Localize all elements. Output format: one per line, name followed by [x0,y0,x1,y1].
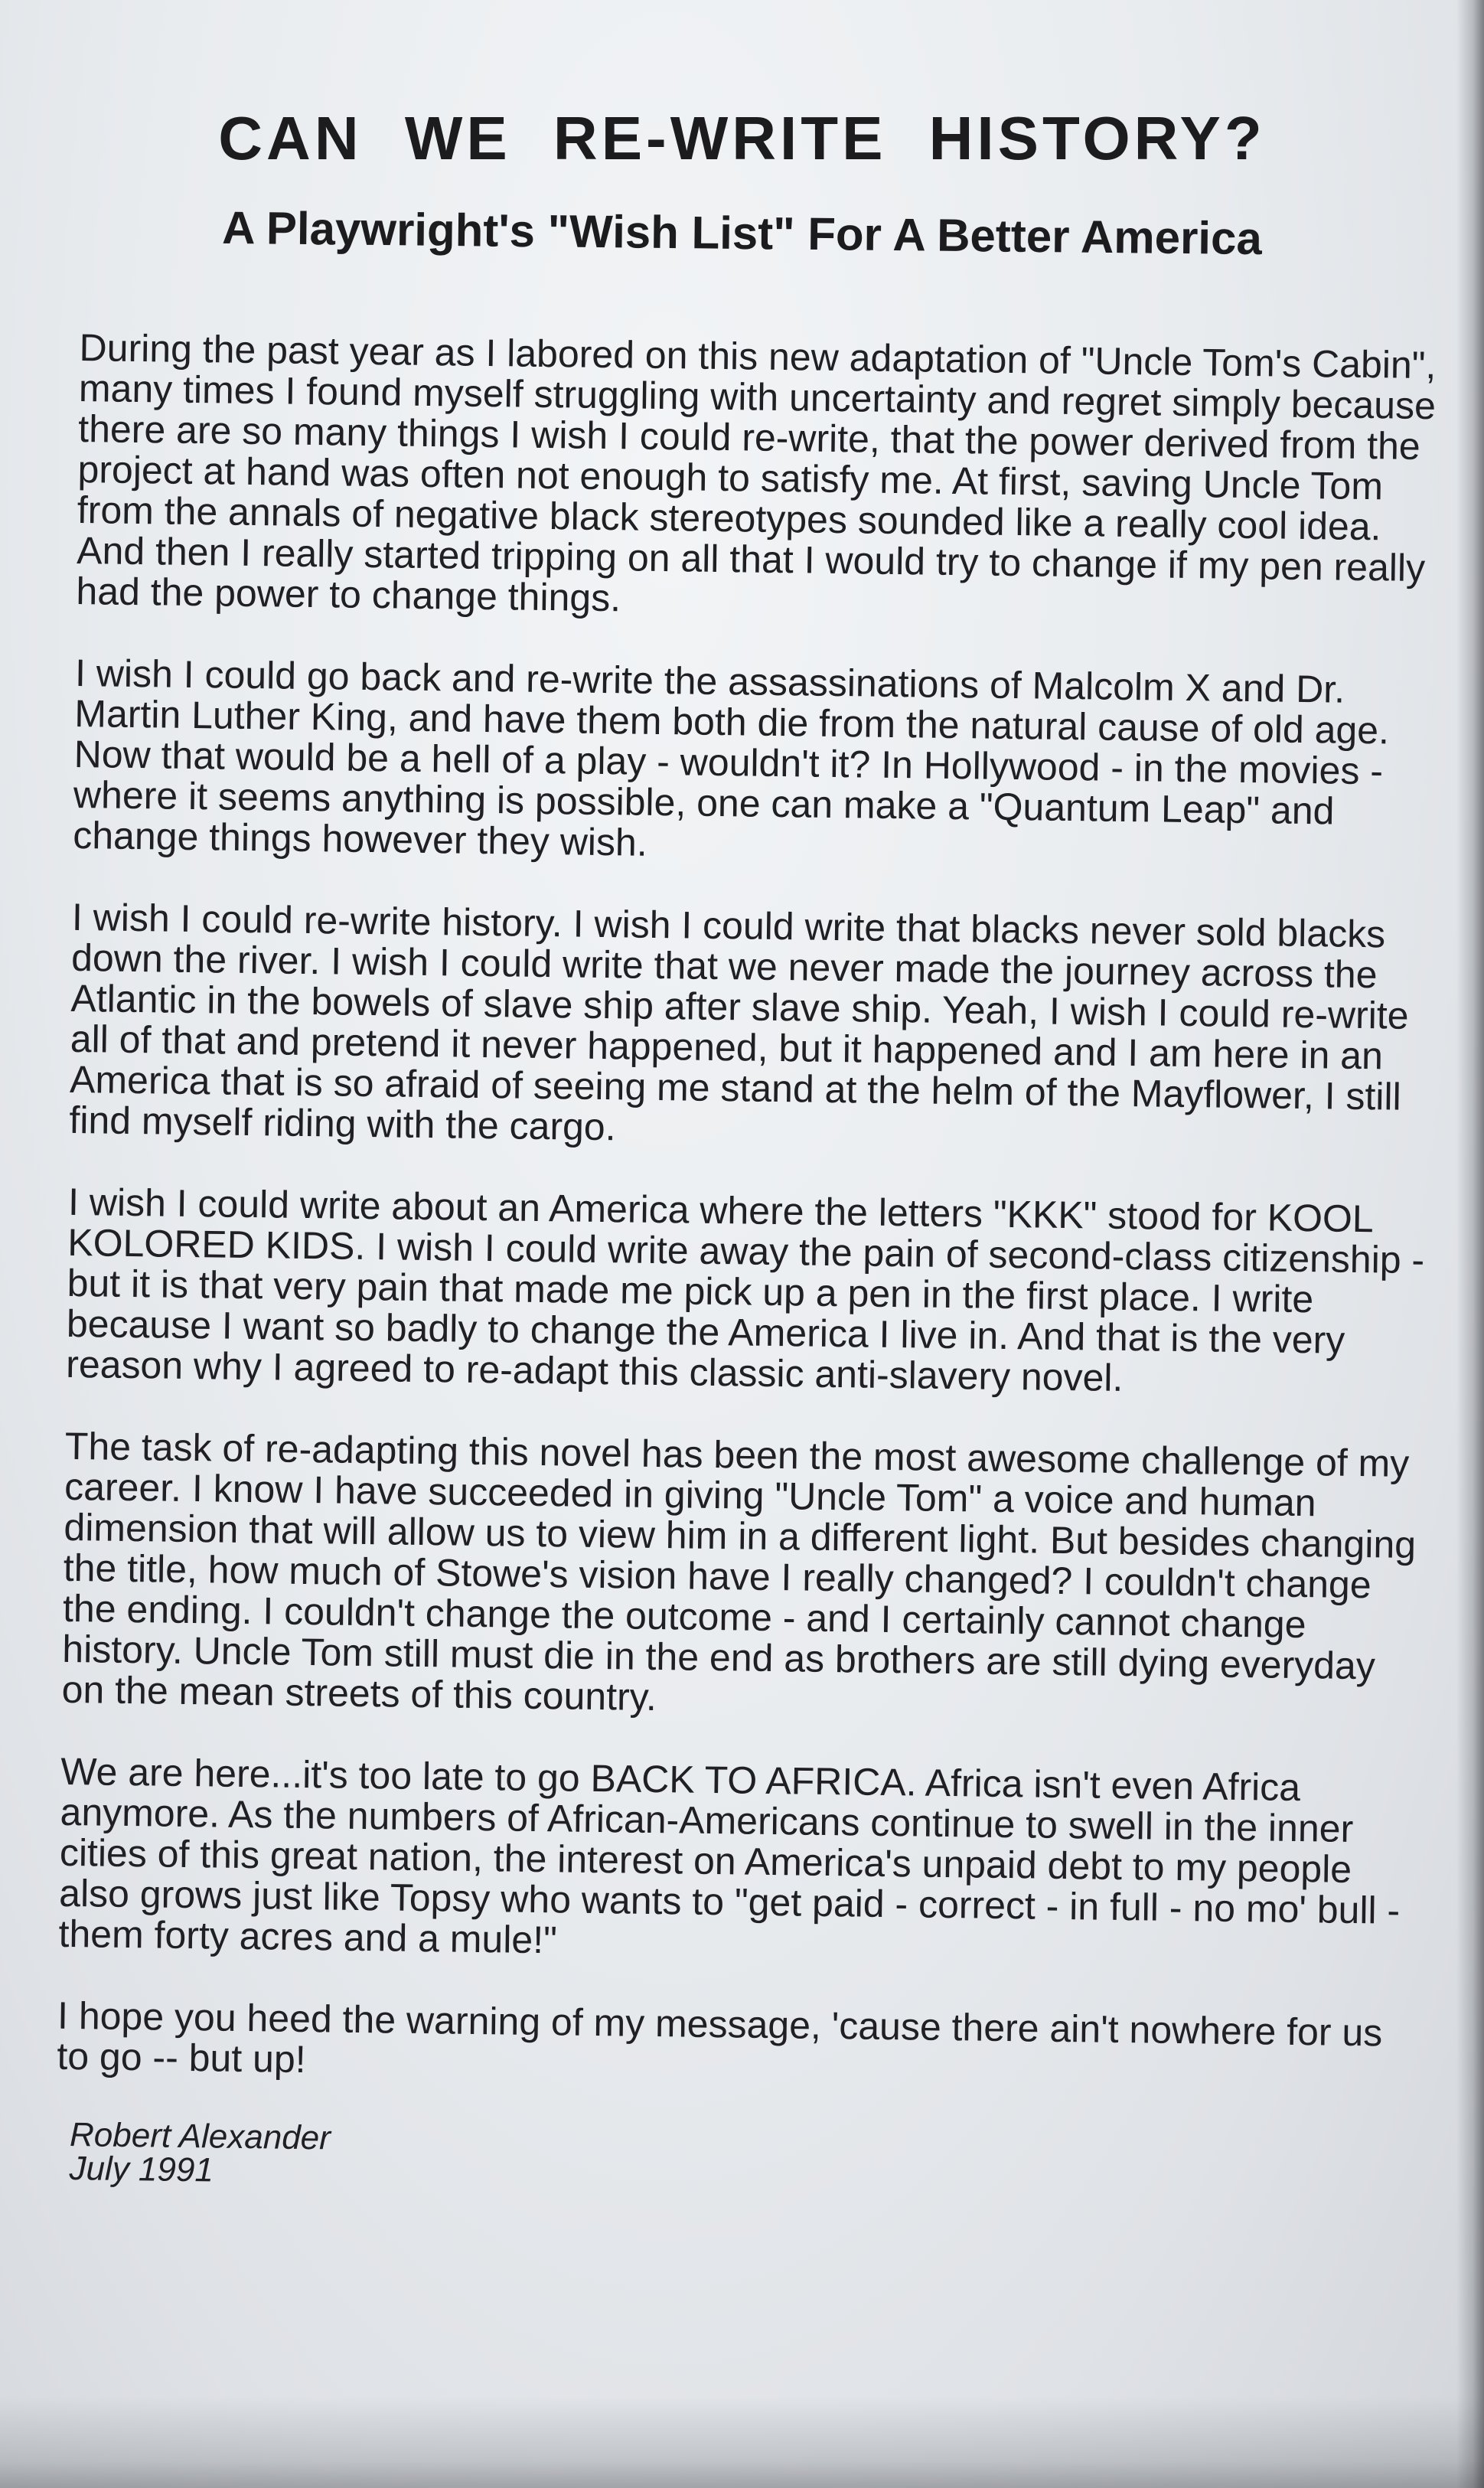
document-subtitle: A Playwright's "Wish List" For A Better America [221,201,1263,265]
paragraph-6: We are here...it's too late to go BACK TO AFRICA. Africa isn't even Africa anymore. As the numbers of African-Americans continue to swell in the inner cities of this great nation, the interest on America's unpaid debt to my people also grows just like Topsy who wants to "get paid - correct - in full - no mo' bull - them forty acres and a mule!" [58,1749,1401,1962]
signature-date: July 1991 [69,2150,214,2189]
page-bottom-shadow [0,2396,1484,2488]
signature-block [69,2118,1414,2203]
paragraph-7: I hope you heed the warning of my message, 'cause there ain't nowhere for us to go -- but up! [57,1993,1383,2081]
paragraph-2: I wish I could go back and re-write the assassinations of Malcolm X and Dr. Martin Luther King, and have them both die from the natural cause of old age. Now that would be a hell of a play - wouldn't it? In Hollywood - in the movies - where it seems anything is possible, one can make a "Quantum Leap" and change things however they wish. [72,651,1390,864]
paragraph-1: During the past year as I labored on this new adaptation of "Uncle Tom's Cabin", many times I found myself struggling with uncertainty and regret simply because there are so many things I wish I could re-write, that the power derived from the project at hand was often not enough to satisfy me. At first, saving Uncle Tom from the annals of negative black stereotypes sounded like a really cool idea. And then I really started tripping on all that I would try to change if my pen really had the power to change things. [76,326,1437,620]
paragraph-4: I wish I could write about an America where the letters "KKK" stood for KOOL KOLORED KIDS. I wish I could write away the pain of second-class citizenship - but it is that very pain that made me pick up a pen in the first place. I write because I want so badly to change the America I live in. And that is the very reason why I agreed to re-adapt this classic anti-slavery novel. [65,1180,1425,1399]
page-edge-shadow [1456,0,1484,2488]
document-title: CAN WE RE-WRITE HISTORY? [218,104,1266,172]
paragraph-3: I wish I could re-write history. I wish I could write that blacks never sold blacks down the river. I wish I could write that we never made the journey across the Atlantic in the bowels of slave ship after slave ship. Yeah, I wish I could re-write all of that and pretend it never happened, but it happened and I am here in an America that is so afraid of seeing me stand at the helm of the Mayflower, I still find myself riding with the cargo. [69,895,1409,1149]
author-name: Robert Alexander [69,2116,331,2157]
document-body [55,328,1438,2203]
paragraph-5: The task of re-adapting this novel has been the most awesome challenge of my career. I know I have succeeded in giving "Uncle Tom" a voice and human dimension that will allow us to view him in a different light. But besides changing the title, how much of Stowe's vision have I really changed? I couldn't change the ending. I couldn't change the outcome - and I certainly cannot change history. Uncle Tom still must die in the end as brothers are still dying everyday on the mean streets of this country. [61,1424,1417,1719]
